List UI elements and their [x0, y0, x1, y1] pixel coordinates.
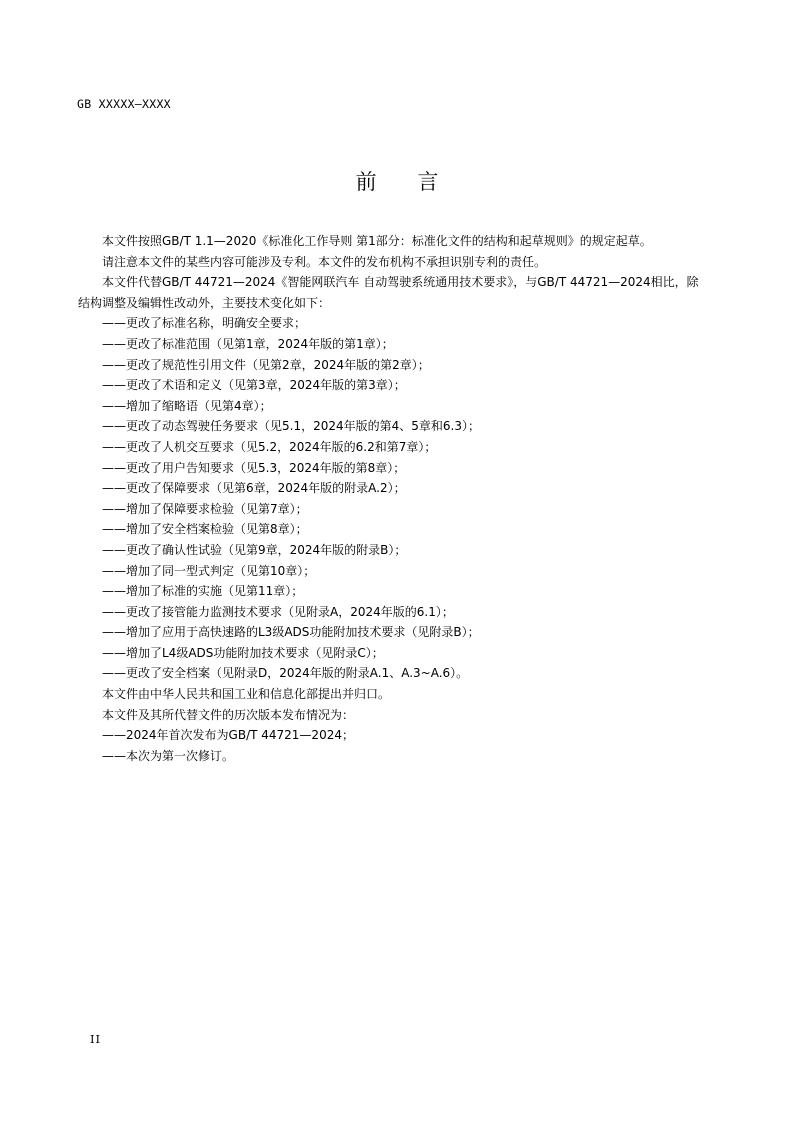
paragraph-drafting-rules: 本文件按照GB/T 1.1—2020《标准化工作导则 第1部分：标准化文件的结构和起草规则》的规定起草。 — [102, 234, 652, 248]
change-item: ——增加了同一型式判定（见第10章）； — [102, 563, 316, 578]
paragraph-version-history: 本文件及其所代替文件的历次版本发布情况为： — [102, 707, 355, 722]
change-item: ——增加了保障要求检验（见第7章）； — [102, 501, 308, 516]
paragraph-replacement: 本文件代替GB/T 44721—2024《智能网联汽车 自动驾驶系统通用技术要求》，与GB/T 44721—2024相比，除结构调整及编辑性改动外，主要技术变化如下： — [78, 275, 699, 310]
change-item: ——更改了确认性试验（见第9章，2024年版的附录B）； — [102, 542, 407, 557]
change-item: ——增加了L4级ADS功能附加技术要求（见附录C）； — [102, 645, 384, 660]
change-item: ——更改了规范性引用文件（见第2章，2024年版的第2章）； — [102, 357, 430, 372]
change-item: ——增加了缩略语（见第4章）； — [102, 398, 272, 413]
version-item: ——2024年首次发布为GB/T 44721—2024； — [102, 728, 354, 743]
change-item: ——更改了人机交互要求（见5.2，2024年版的6.2和第7章）； — [102, 439, 437, 454]
change-item: ——更改了动态驾驶任务要求（见5.1，2024年版的第4、5章和6.3）； — [102, 419, 480, 434]
change-item: ——更改了术语和定义（见第3章，2024年版的第3章）； — [102, 378, 406, 393]
change-item: ——增加了应用于高快速路的L3级ADS功能附加技术要求（见附录B）； — [102, 625, 480, 640]
change-item: ——增加了安全档案检验（见第8章）； — [102, 522, 308, 537]
change-item: ——更改了用户告知要求（见5.3，2024年版的第8章）； — [102, 460, 406, 475]
change-item: ——更改了标准范围（见第1章，2024年版的第1章）； — [102, 336, 394, 351]
page-number: II — [90, 1032, 102, 1046]
page-title: 前 言 — [355, 170, 439, 194]
change-item: ——更改了保障要求（见第6章，2024年版的附录A.2）； — [102, 481, 406, 496]
paragraph-patent-notice: 请注意本文件的某些内容可能涉及专利。本文件的发布机构不承担识别专利的责任。 — [102, 254, 547, 269]
change-item: ——增加了标准的实施（见第11章）； — [102, 584, 304, 599]
version-item: ——本次为第一次修订。 — [102, 748, 235, 763]
document-code-header: GB XXXXX—XXXX — [77, 97, 171, 111]
paragraph-proposer: 本文件由中华人民共和国工业和信息化部提出并归口。 — [102, 687, 391, 702]
change-item: ——更改了标准名称，明确安全要求； — [102, 316, 307, 331]
change-item: ——更改了接管能力监测技术要求（见附录A，2024年版的6.1）； — [102, 604, 454, 619]
change-item: ——更改了安全档案（见附录D，2024年版的附录A.1、A.3~A.6）。 — [102, 666, 469, 681]
foreword-body — [78, 231, 708, 766]
